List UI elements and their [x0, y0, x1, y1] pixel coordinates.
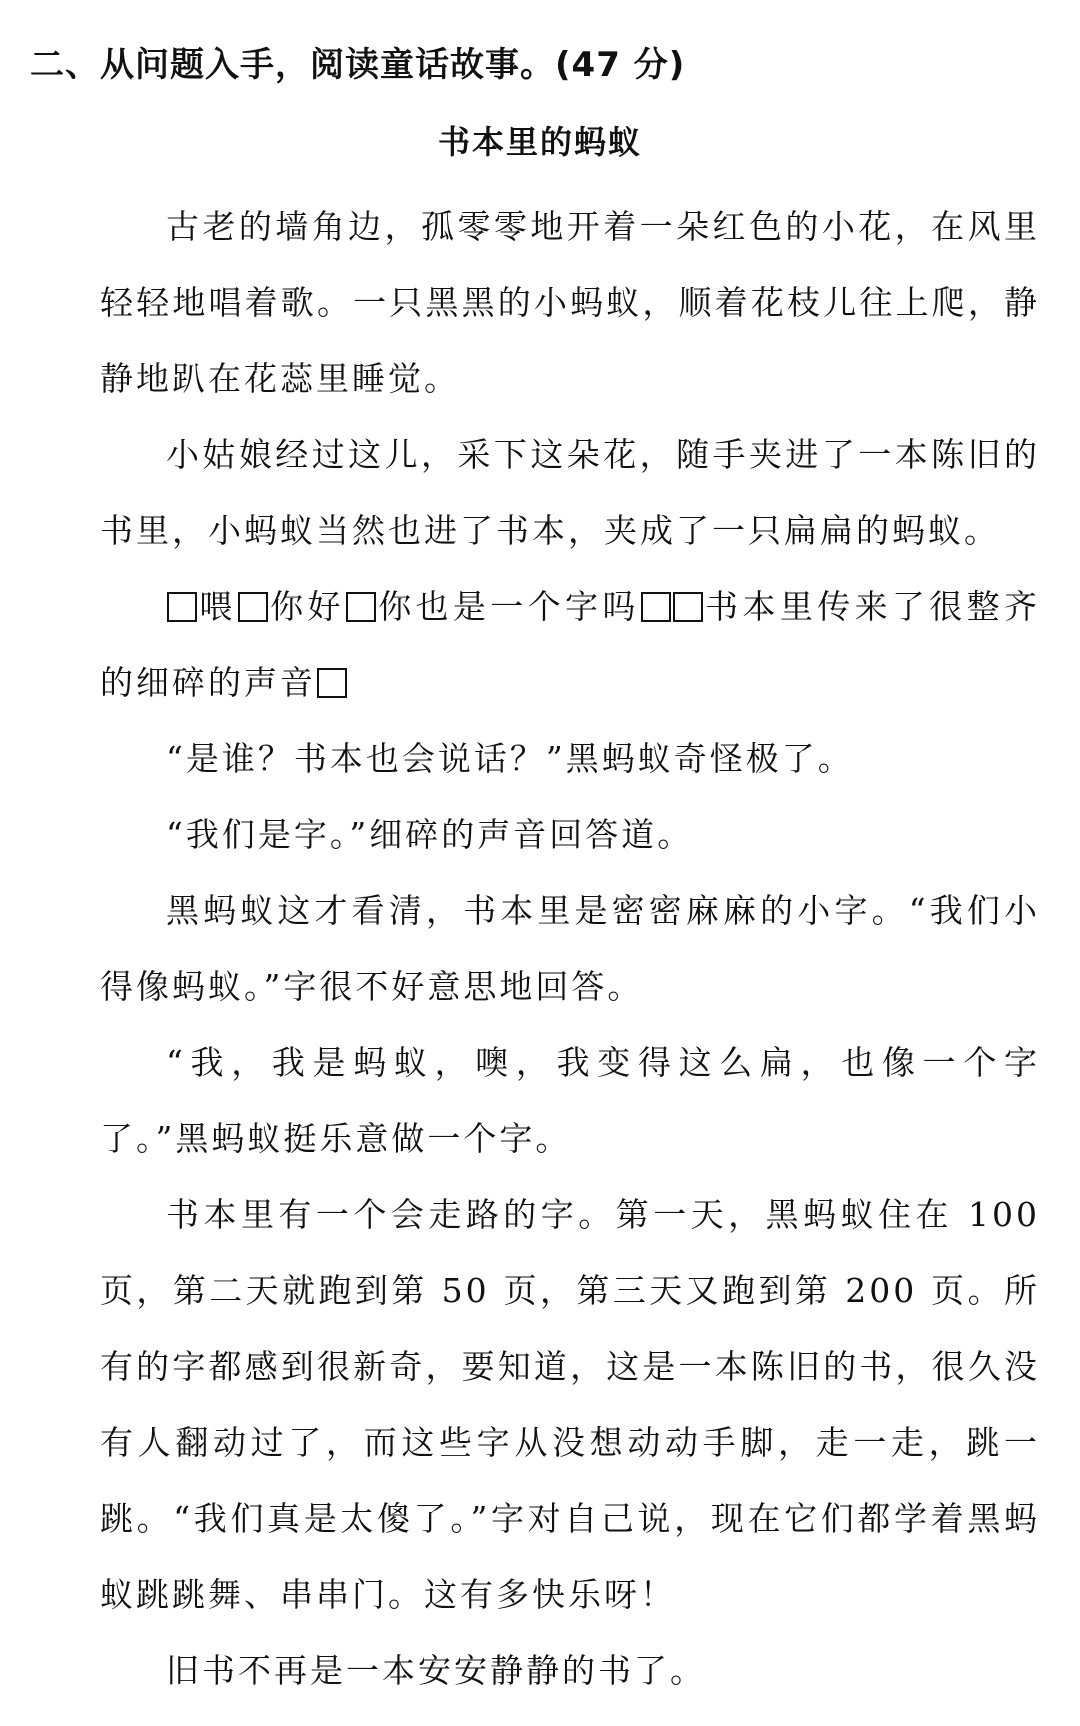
story-paragraph-9: 旧书不再是一本安安静静的书了。 — [166, 1651, 706, 1690]
exercise-text-segment: 喂 — [198, 587, 237, 626]
exercise-text-segment: 你也是一个字吗 — [376, 587, 640, 626]
story-paragraph-7: “我，我是蚂蚁，噢，我变得这么扁，也像一个字了。”黑蚂蚁挺乐意做一个字。 — [100, 1043, 1040, 1158]
story-paragraph-8: 书本里有一个会走路的字。第一天，黑蚂蚁住在 100 页，第二天就跑到第 50 页，第三天又跑到第 200 页。所有的字都感到很新奇，要知道，这是一本陈旧的书，很久没有人翻动过了，而这些字从没想动动手脚，走一走，跳一跳。“我们真是太傻了。”字对自己说，现在它们都学着黑蚂蚁跳跳舞、串串门。这有多快乐呀！ — [100, 1195, 1040, 1614]
story-paragraph-4: “是谁？书本也会说话？”黑蚂蚁奇怪极了。 — [166, 739, 854, 778]
section-heading: 二、从问题入手，阅读童话故事。(47 分) — [30, 45, 686, 85]
punctuation-blank-box[interactable] — [317, 668, 347, 698]
punctuation-blank-box[interactable] — [167, 592, 197, 622]
punctuation-blank-box[interactable] — [346, 592, 376, 622]
punctuation-blank-box[interactable] — [238, 592, 268, 622]
story-paragraph-2: 小姑娘经过这儿，采下这朵花，随手夹进了一本陈旧的书里，小蚂蚁当然也进了书本，夹成了一只扁扁的蚂蚁。 — [100, 435, 1040, 550]
story-body — [100, 189, 1040, 1709]
exercise-text-segment: 书本里传来了很整齐的细碎的声音 — [100, 587, 1041, 702]
exercise-text-segment: 你好 — [268, 587, 345, 626]
story-paragraph-1: 古老的墙角边，孤零零地开着一朵红色的小花，在风里轻轻地唱着歌。一只黑黑的小蚂蚁，顺着花枝儿往上爬，静静地趴在花蕊里睡觉。 — [100, 207, 1040, 398]
punctuation-blank-box[interactable] — [641, 592, 671, 622]
story-paragraph-5: “我们是字。”细碎的声音回答道。 — [166, 815, 694, 854]
punctuation-exercise-paragraph — [100, 569, 1040, 721]
story-paragraph-6: 黑蚂蚁这才看清，书本里是密密麻麻的小字。“我们小得像蚂蚁。”字很不好意思地回答。 — [100, 891, 1040, 1006]
punctuation-blank-box[interactable] — [673, 592, 703, 622]
story-title: 书本里的蚂蚁 — [437, 123, 642, 161]
